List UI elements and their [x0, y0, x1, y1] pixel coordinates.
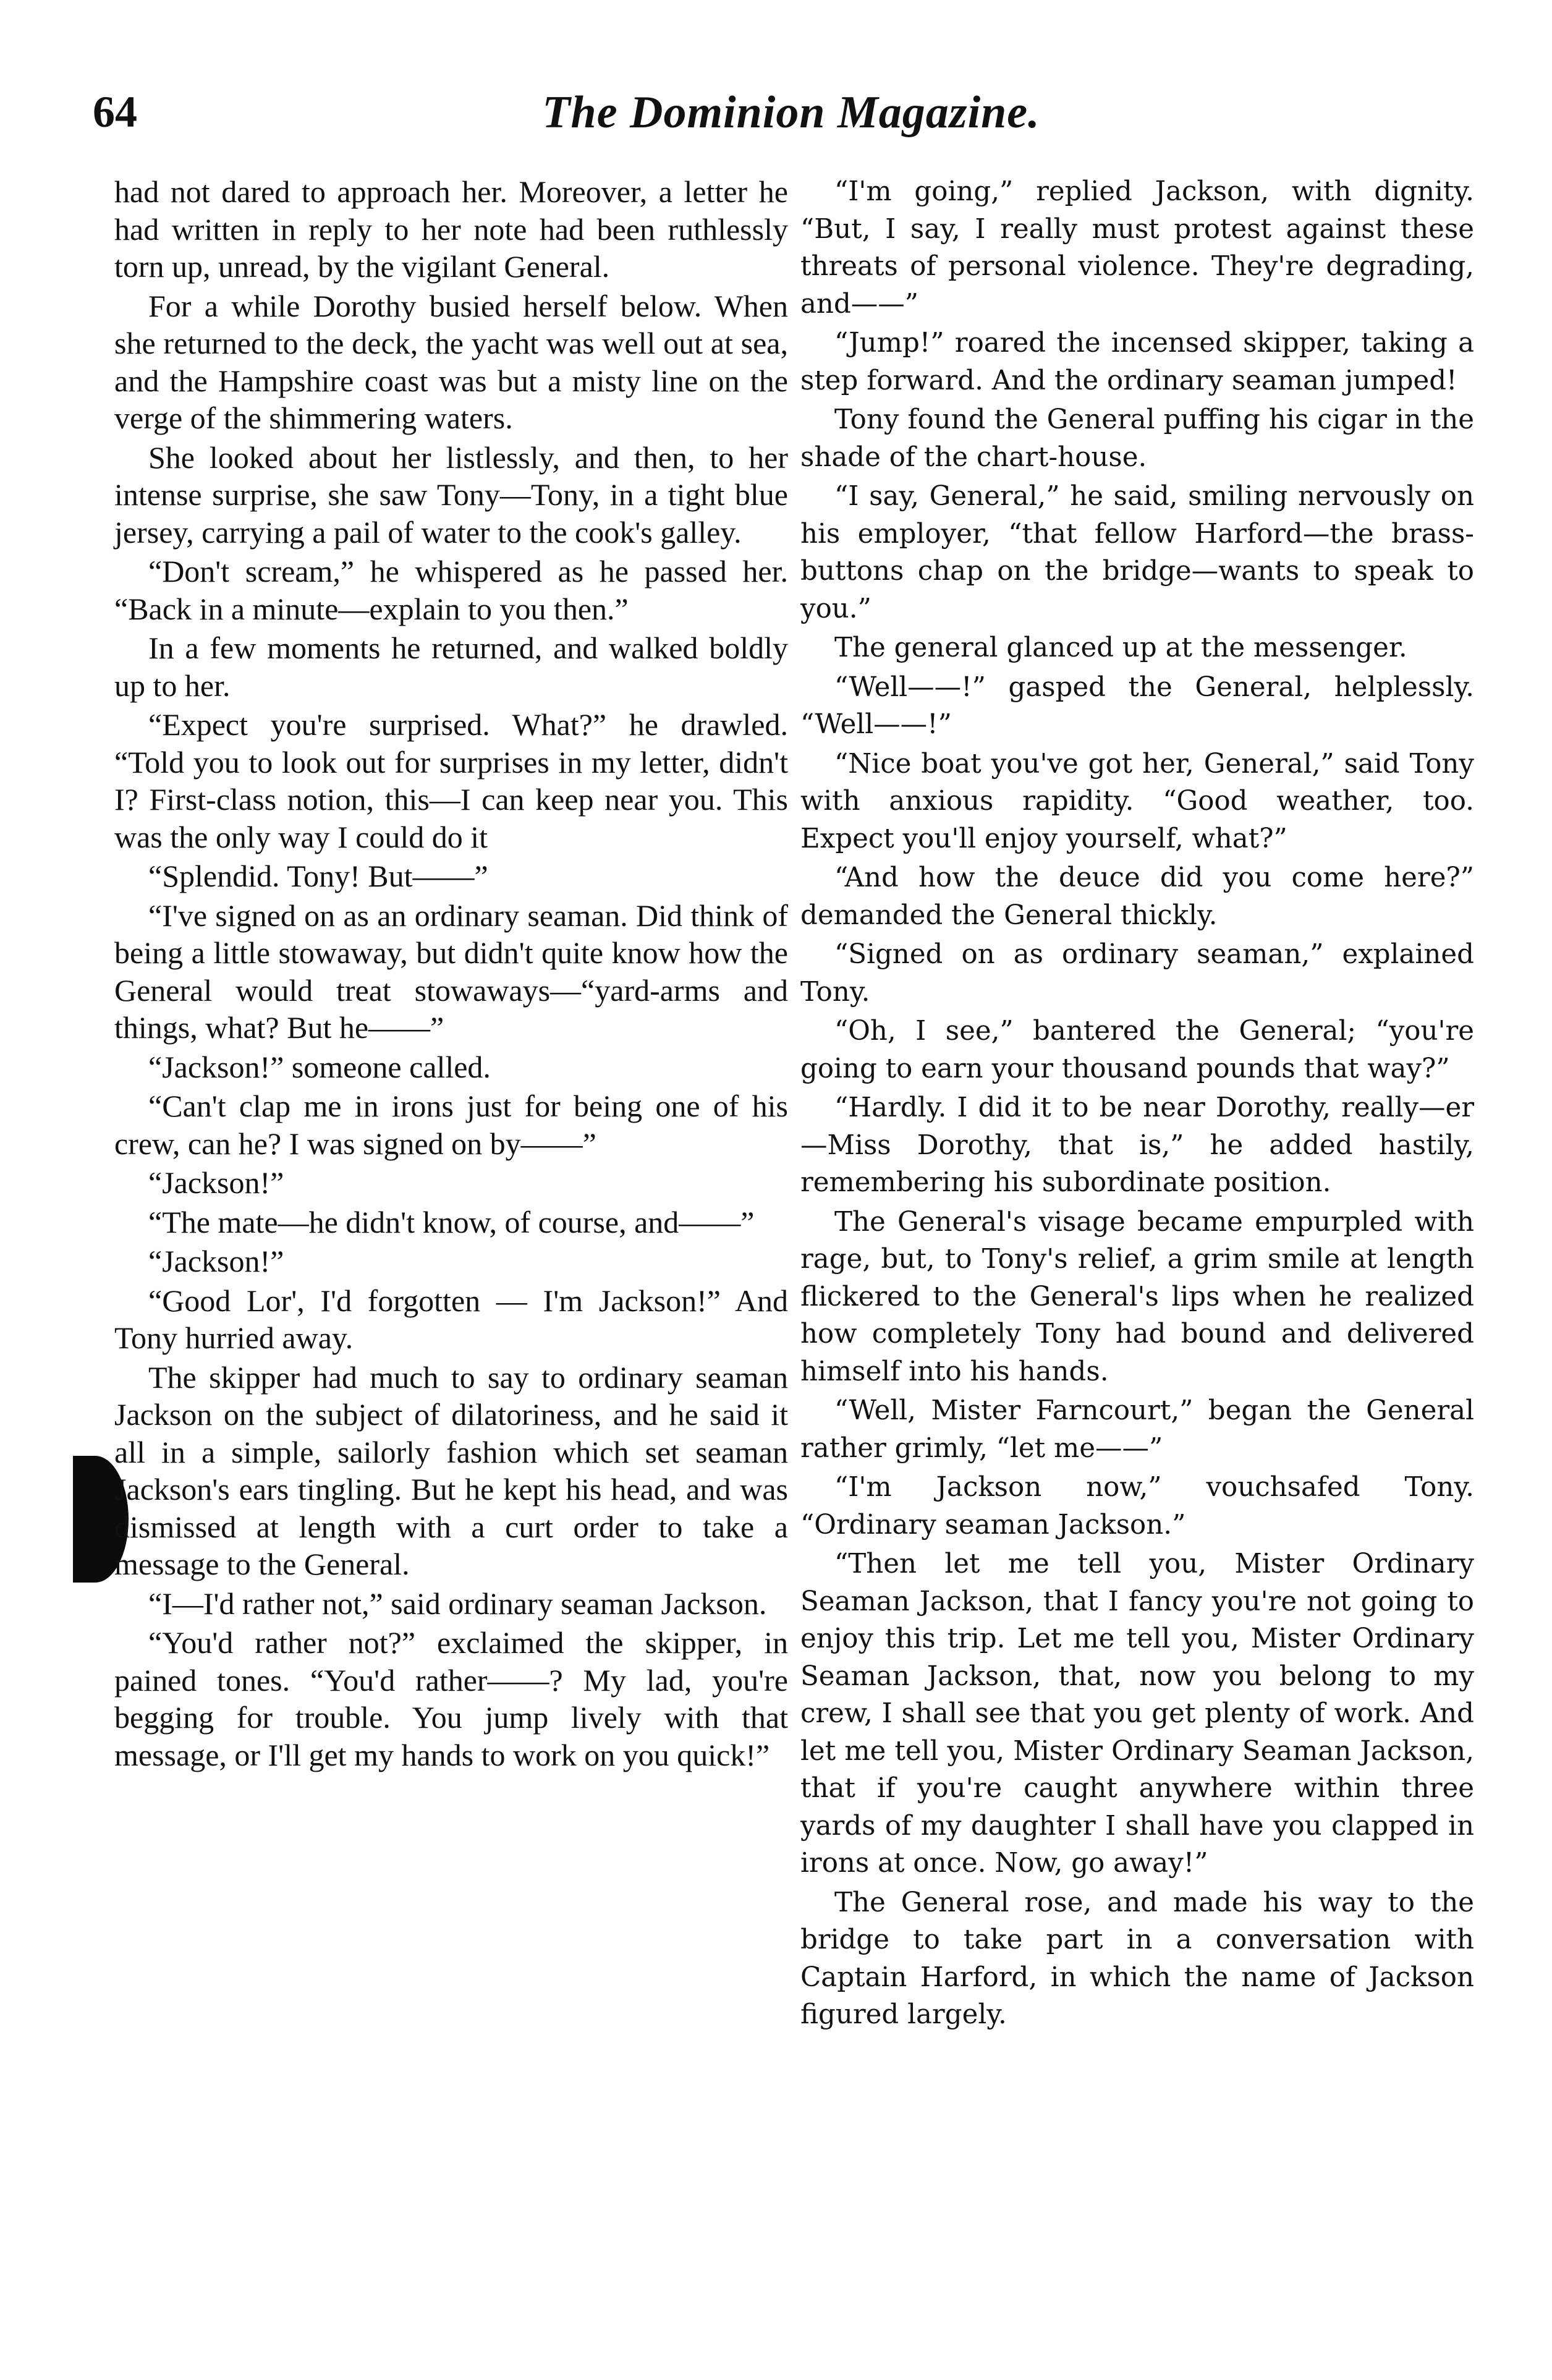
paragraph: “I—I'd rather not,” said ordinary seaman Jackson. [148, 1586, 767, 1621]
paragraph: “And how the deuce did you come here?” demanded the General thickly. [800, 862, 1474, 931]
paragraph: “Well, Mister Farncourt,” began the General rather grimly, “let me——” [800, 1395, 1474, 1464]
paragraph: “Then let me tell you, Mister Ordinary Seaman Jackson, that I fancy you're not going to enjoy this trip. Let me tell you, Mister Ordinary Seaman Jackson, that, now you belong to my crew, I shall see that you get plenty of work. And let me tell you, Mister Ordinary Seaman Jackson, that if you're caught anywhere within three yards of my daughter I shall have you clapped in irons at once. Now, go away!” [800, 1549, 1474, 1879]
paragraph: “Jackson!” someone called. [148, 1049, 491, 1084]
paragraph: “Hardly. I did it to be near Dorothy, really—er—Miss Dorothy, that is,” he added hastily, remembering his subordinate position. [800, 1092, 1474, 1198]
paragraph: “Nice boat you've got her, General,” said Tony with anxious rapidity. “Good weather, too. Expect you'll enjoy yourself, what?” [800, 748, 1474, 854]
paragraph: In a few moments he returned, and walked boldly up to her. [114, 631, 788, 703]
paragraph: For a while Dorothy busied herself below. When she returned to the deck, the yacht was well out at sea, and the Hampshire coast was but a misty line on the verge of the shimmering waters. [114, 288, 788, 435]
paragraph: “Don't scream,” he whispered as he passed her. “Back in a minute—explain to you then.” [114, 554, 788, 626]
paragraph: “Splendid. Tony! But——” [148, 859, 488, 893]
paragraph: The General's visage became empurpled with rage, but, to Tony's relief, a grim smile at length flickered to the General's lips when he realized how completely Tony had bound and delivered himself into his hands. [800, 1206, 1474, 1387]
paragraph: “Good Lor', I'd forgotten — I'm Jackson!” And Tony hurried away. [114, 1283, 788, 1355]
paragraph: The general glanced up at the messenger. [834, 632, 1407, 663]
paragraph: “I'm Jackson now,” vouchsafed Tony. “Ordinary seaman Jackson.” [800, 1472, 1474, 1541]
paragraph: “Jump!” roared the incensed skipper, taking a step forward. And the ordinary seaman jumped! [800, 328, 1474, 396]
paragraph: “Signed on as ordinary seaman,” explained Tony. [800, 939, 1474, 1008]
paragraph: “I say, General,” he said, smiling nervously on his employer, “that fellow Harford—the brass-buttons chap on the bridge—wants to speak to you.” [800, 481, 1474, 624]
paragraph: The skipper had much to say to ordinary seaman Jackson on the subject of dilatoriness, and he said it all in a simple, sailorly fashion which set seaman Jackson's ears tingling. But he kept his head, and was dismissed at length with a curt order to take a message to the General. [114, 1359, 788, 1581]
paragraph: The General rose, and made his way to the bridge to take part in a conversation with Captain Harford, in which the name of Jackson figured largely. [800, 1887, 1474, 2030]
left-column [114, 173, 788, 1775]
running-title: The Dominion Magazine. [542, 87, 1040, 138]
paragraph: “Can't clap me in irons just for being one of his crew, can he? I was signed on by——” [114, 1089, 788, 1161]
paragraph: “Jackson!” [148, 1165, 284, 1200]
page-header [93, 87, 1490, 148]
paragraph: She looked about her listlessly, and then, to her intense surprise, she saw Tony—Tony, in a tight blue jersey, carrying a pail of water to the cook's galley. [114, 440, 788, 550]
paragraph: “The mate—he didn't know, of course, and——” [148, 1204, 755, 1239]
paragraph: “Well——!” gasped the General, helplessly. “Well——!” [800, 671, 1474, 740]
paragraph: “Expect you're surprised. What?” he drawled. “Told you to look out for surprises in my letter, didn't I? First-class notion, this—I can keep near you. This was the only way I could do it [114, 707, 788, 854]
paragraph: Tony found the General puffing his cigar in the shade of the chart-house. [800, 404, 1474, 473]
paragraph: “You'd rather not?” exclaimed the skipper, in pained tones. “You'd rather——? My lad, you're begging for trouble. You jump lively with that message, or I'll get my hands to work on you quick!” [114, 1625, 788, 1772]
page-number: 64 [93, 87, 137, 137]
paragraph: “Jackson!” [148, 1244, 284, 1278]
right-column [800, 173, 1474, 2036]
paragraph: “Oh, I see,” bantered the General; “you're going to earn your thousand pounds that way?” [800, 1016, 1474, 1084]
paragraph: “I've signed on as an ordinary seaman. Did think of being a little stowaway, but didn't quite know how the General would treat stowaways—“yard-arms and things, what? But he——” [114, 898, 788, 1045]
paragraph: “I'm going,” replied Jackson, with dignity. “But, I say, I really must protest against these threats of personal violence. They're degrading, and——” [800, 176, 1474, 320]
paragraph: had not dared to approach her. Moreover, a letter he had written in reply to her note had been ruthlessly torn up, unread, by the vigilant General. [114, 174, 788, 284]
